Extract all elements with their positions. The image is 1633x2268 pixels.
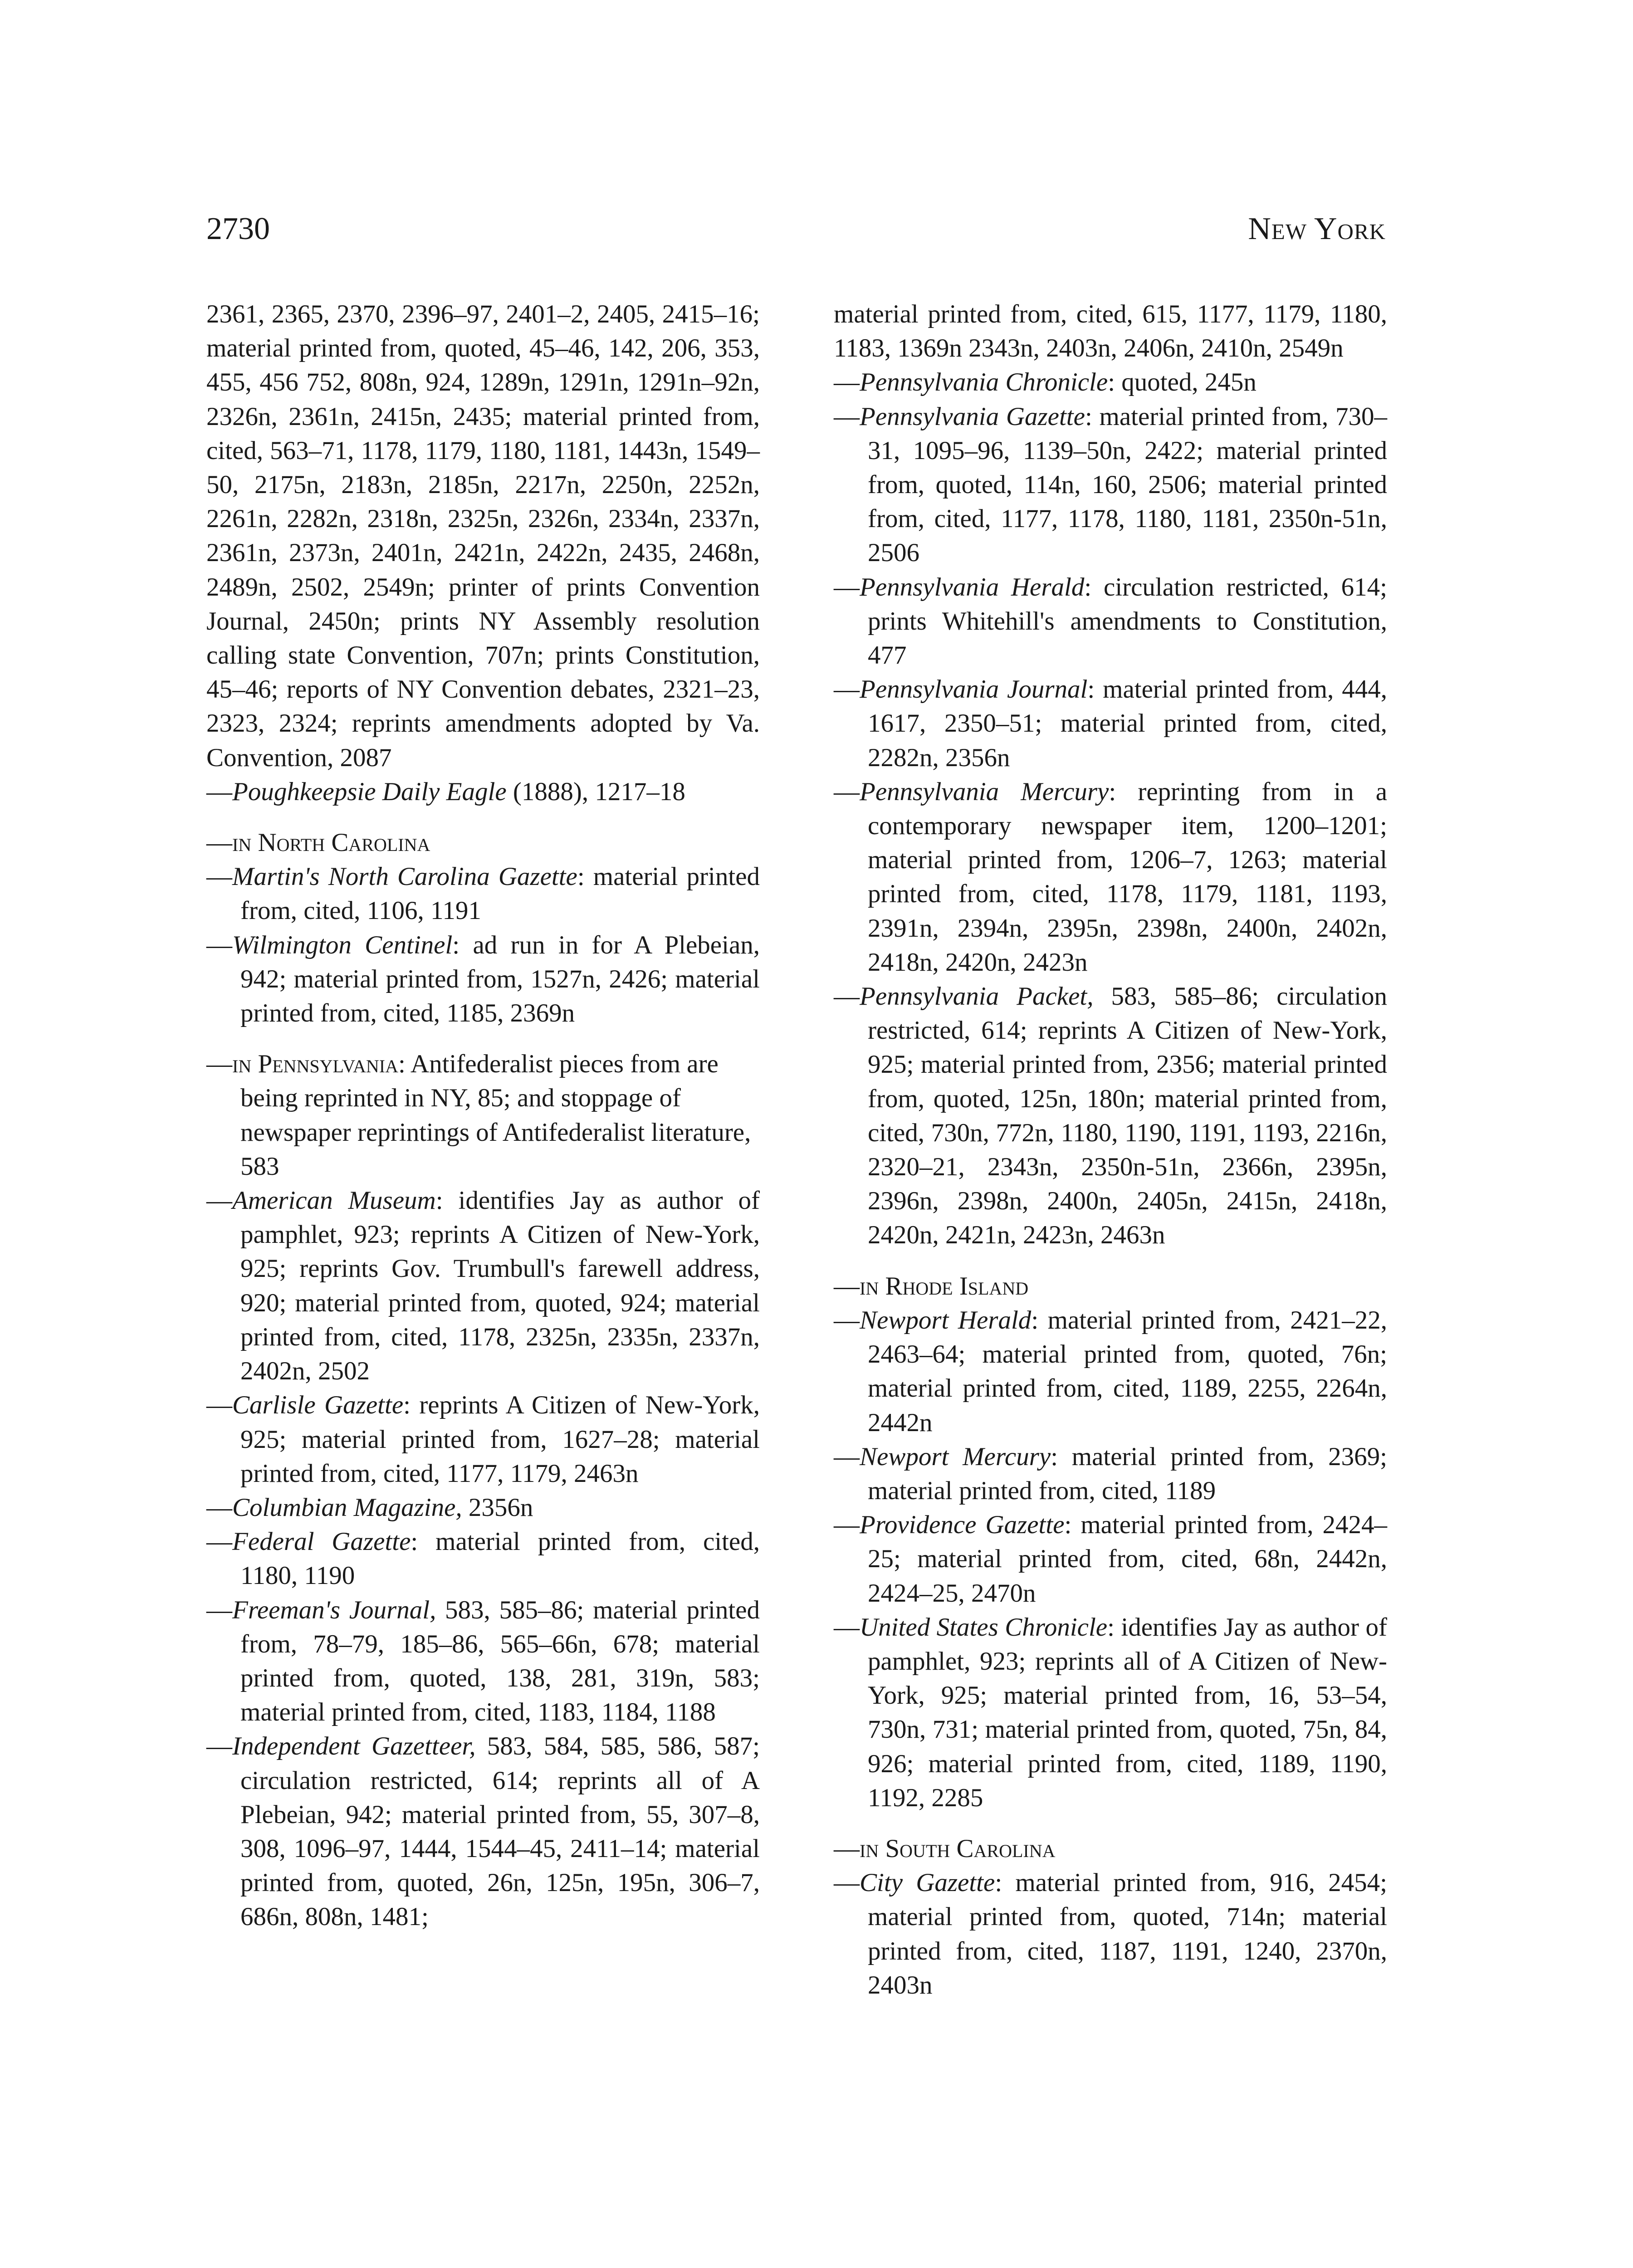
entry-references: : material printed from, 2424–25; material printed from, cited, 68n, 2442n, 2424–25, 2470n [868,1510,1387,1608]
index-entry: —Newport Herald: material printed from, 2421–22, 2463–64; material printed from, quoted, 76n; material printed from, cited, 1189, 2255, 2264n, 2442n [834,1305,1387,1437]
entry-references: : material printed from, 2369; material printed from, cited, 1189 [868,1442,1388,1505]
newspaper-title: United States Chronicle [860,1613,1108,1642]
newspaper-title: Wilmington Centinel [232,930,453,959]
index-entry: —Pennsylvania Journal: material printed from, 444, 1617, 2350–51; material printed from, cited, 2282n, 2356n [834,675,1387,772]
index-section-heading [834,1832,1387,1866]
newspaper-title: Pennsylvania Chronicle [860,368,1108,397]
index-entry: —Newport Mercury: material printed from, 2369; material printed from, cited, 1189 [834,1442,1388,1505]
section-region: North Carolina [258,828,430,857]
entry-references: : material printed from, 2421–22, 2463–64; material printed from, quoted, 76n; material printed from, cited, 1189, 2255, 2264n, 2442n [868,1305,1387,1437]
entry-references: 583, 585–86; material printed from, 78–79, 185–86, 565–66n, 678; material printed from, quoted, 138, 281, 319n, 583; material printed from, cited, 1183, 1184, 1188 [240,1595,760,1727]
entry-references: : material printed from, cited, 1180, 1190 [240,1527,760,1590]
newspaper-title: Freeman's Journal, [232,1595,436,1624]
newspaper-title: Pennsylvania Journal [860,675,1088,704]
running-title: New York [1248,211,1386,246]
entry-references: : material printed from, cited, 1106, 1191 [240,862,760,925]
newspaper-title: Poughkeepsie Daily Eagle [232,777,507,806]
newspaper-title: Martin's North Carolina Gazette [232,862,577,891]
section-region: Rhode Island [885,1271,1029,1300]
index-column-right [834,297,1387,2002]
index-entry: —Pennsylvania Herald: circulation restricted, 614; prints Whitehill's amendments to Constitution, 477 [834,572,1388,670]
section-lead: —in [834,1834,885,1863]
entry-references: : quoted, 245n [1108,368,1257,397]
newspaper-title: Newport Herald [860,1305,1032,1334]
newspaper-title: Independent Gazetteer, [232,1732,476,1761]
index-entry: —Pennsylvania Chronicle: quoted, 245n [834,368,1257,397]
entry-references: : ad run in for A Plebeian, 942; material printed from, 1527n, 2426; material printed from, cited, 1185, 2369n [240,930,760,1028]
running-header [206,213,1386,245]
index-entry: —Carlisle Gazette: reprints A Citizen of New-York, 925; material printed from, 1627–28; material printed from, cited, 1177, 1179, 2463n [206,1391,760,1488]
index-entry: —Pennsylvania Packet, 583, 585–86; circulation restricted, 614; reprints A Citizen of New-York, 925; material printed from, 2356; material printed from, quoted, 125n, 180n; material printed from, cited, 730n, 772n, 1180, 1190, 1191, 1193, 2216n, 2320–21, 2343n, 2350n-51n, 2366n, 2395n, 2396n, 2398n, 2400n, 2405n, 2415n, 2418n, 2420n, 2421n, 2423n, 2463n [834,982,1387,1250]
index-entry: —Federal Gazette: material printed from, cited, 1180, 1190 [206,1527,760,1590]
index-entry: —Columbian Magazine, 2356n [206,1493,533,1522]
index-entry: —Poughkeepsie Daily Eagle (1888), 1217–18 [206,777,685,806]
entry-references: : reprinting from in a contemporary newspaper item, 1200–1201; material printed from, 1206–7, 1263; material printed from, cited, 1178, 1179, 1181, 1193, 2391n, 2394n, 2395n, 2398n, 2400n, 2402n, 2418n, 2420n, 2423n [868,777,1388,977]
section-lead: —in [206,828,258,857]
entry-references: 583, 584, 585, 586, 587; circulation restricted, 614; reprints all of A Plebeian, 942; material printed from, 55, 307–8, 308, 1096–97, 1444, 1544–45, 2411–14; material printed from, quoted, 26n, 125n, 195n, 306–7, 686n, 808n, 1481; [240,1732,760,1931]
entry-references: : material printed from, 444, 1617, 2350–51; material printed from, cited, 2282n, 2356n [868,675,1387,772]
section-lead: —in [834,1271,885,1300]
section-lead: —in [206,1050,258,1079]
newspaper-title: Pennsylvania Gazette [860,402,1085,431]
entry-references: 2356n [462,1493,533,1522]
index-entry: —United States Chronicle: identifies Jay as author of pamphlet, 923; reprints all of A Citizen of New-York, 925; material printed from, 16, 53–54, 730n, 731; material printed from, quoted, 75n, 84, 926; material printed from, cited, 1189, 1190, 1192, 2285 [834,1613,1387,1812]
index-section-heading [834,1269,1387,1303]
newspaper-title: City Gazette [860,1868,995,1897]
index-entry-continued: 2361, 2365, 2370, 2396–97, 2401–2, 2405, 2415–16; material printed from, quoted, 45–46, 142, 206, 353, 455, 456 752, 808n, 924, 1289n, 1291n, 1291n–92n, 2326n, 2361n, 2415n, 2435; material printed from, cited, 563–71, 1178, 1179, 1180, 1181, 1443n, 1549–50, 2175n, 2183n, 2185n, 2217n, 2250n, 2252n, 2261n, 2282n, 2318n, 2325n, 2326n, 2334n, 2337n, 2361n, 2373n, 2401n, 2421n, 2422n, 2435, 2468n, 2489n, 2502, 2549n; printer of prints Convention Journal, 2450n; prints NY Assembly resolution calling state Convention, 707n; prints Constitution, 45–46; reports of NY Convention debates, 2321–23, 2323, 2324; reprints amendments adopted by Va. Convention, 2087 [206,300,760,772]
index-column-left [206,297,760,1934]
index-entry: —American Museum: identifies Jay as author of pamphlet, 923; reprints A Citizen of New-York, 925; reprints Gov. Trumbull's farewell address, 920; material printed from, quoted, 924; material printed from, cited, 1178, 2325n, 2335n, 2337n, 2402n, 2502 [206,1186,760,1386]
newspaper-title: Pennsylvania Herald [860,572,1085,601]
newspaper-title: Carlisle Gazette [232,1391,404,1420]
entry-references: : material printed from, 730–31, 1095–96, 1139–50n, 2422; material printed from, quoted, 114n, 160, 2506; material printed from, cited, 1177, 1178, 1180, 1181, 2350n-51n, 2506 [868,402,1387,567]
entry-references: : circulation restricted, 614; prints Whitehill's amendments to Constitution, 477 [868,572,1388,670]
index-entry: —Providence Gazette: material printed from, 2424–25; material printed from, cited, 68n, 2442n, 2424–25, 2470n [834,1510,1387,1608]
index-entry: —Wilmington Centinel: ad run in for A Plebeian, 942; material printed from, 1527n, 2426; material printed from, cited, 1185, 2369n [206,930,760,1028]
index-entry: —Freeman's Journal, 583, 585–86; material printed from, 78–79, 185–86, 565–66n, 678; material printed from, quoted, 138, 281, 319n, 583; material printed from, cited, 1183, 1184, 1188 [206,1595,760,1727]
index-entry: —Martin's North Carolina Gazette: material printed from, cited, 1106, 1191 [206,862,760,925]
entry-references: : reprints A Citizen of New-York, 925; material printed from, 1627–28; material printed from, cited, 1177, 1179, 2463n [240,1391,760,1488]
section-text: : Antifederalist pieces from are being reprinted in NY, 85; and stoppage of newspaper reprintings of Antifederalist literature, 583 [240,1050,751,1181]
index-entry: —City Gazette: material printed from, 916, 2454; material printed from, quoted, 714n; material printed from, cited, 1187, 1191, 1240, 2370n, 2403n [834,1868,1388,1999]
newspaper-title: Federal Gazette [232,1527,411,1556]
section-region: Pennsylvania [258,1050,398,1079]
newspaper-title: Pennsylvania Packet, [860,982,1094,1011]
entry-references: (1888), 1217–18 [506,777,685,806]
index-entry-continued: material printed from, cited, 615, 1177, 1179, 1180, 1183, 1369n 2343n, 2403n, 2406n, 2410n, 2549n [834,300,1387,363]
index-entry: —Independent Gazetteer, 583, 584, 585, 586, 587; circulation restricted, 614; reprints all of A Plebeian, 942; material printed from, 55, 307–8, 308, 1096–97, 1444, 1544–45, 2411–14; material printed from, quoted, 26n, 125n, 195n, 306–7, 686n, 808n, 1481; [206,1732,760,1931]
entry-references: : identifies Jay as author of pamphlet, 923; reprints A Citizen of New-York, 925; reprints Gov. Trumbull's farewell address, 920; material printed from, quoted, 924; material printed from, cited, 1178, 2325n, 2335n, 2337n, 2402n, 2502 [240,1186,760,1386]
entry-references: : identifies Jay as author of pamphlet, 923; reprints all of A Citizen of New-York, 925; material printed from, 16, 53–54, 730n, 731; material printed from, quoted, 75n, 84, 926; material printed from, cited, 1189, 1190, 1192, 2285 [868,1613,1387,1812]
newspaper-title: Providence Gazette [860,1510,1065,1540]
index-entry: —Pennsylvania Gazette: material printed from, 730–31, 1095–96, 1139–50n, 2422; material printed from, quoted, 114n, 160, 2506; material printed from, cited, 1177, 1178, 1180, 1181, 2350n-51n, 2506 [834,402,1387,567]
newspaper-title: Pennsylvania Mercury [860,777,1109,806]
index-section-heading [206,826,760,860]
index-section-heading [206,1047,760,1183]
entry-references: 583, 585–86; circulation restricted, 614; reprints A Citizen of New-York, 925; material printed from, 2356; material printed from, quoted, 125n, 180n; material printed from, cited, 730n, 772n, 1180, 1190, 1191, 1193, 2216n, 2320–21, 2343n, 2350n-51n, 2366n, 2395n, 2396n, 2398n, 2400n, 2405n, 2415n, 2418n, 2420n, 2421n, 2423n, 2463n [868,982,1387,1250]
section-region: South Carolina [885,1834,1056,1863]
newspaper-title: Newport Mercury [860,1442,1051,1471]
entry-references: : material printed from, 916, 2454; material printed from, quoted, 714n; material printed from, cited, 1187, 1191, 1240, 2370n, 2403n [868,1868,1388,1999]
newspaper-title: American Museum [232,1186,436,1215]
newspaper-title: Columbian Magazine, [232,1493,462,1522]
index-entry: —Pennsylvania Mercury: reprinting from in a contemporary newspaper item, 1200–1201; material printed from, 1206–7, 1263; material printed from, cited, 1178, 1179, 1181, 1193, 2391n, 2394n, 2395n, 2398n, 2400n, 2402n, 2418n, 2420n, 2423n [834,777,1388,977]
page-number: 2730 [206,211,270,246]
